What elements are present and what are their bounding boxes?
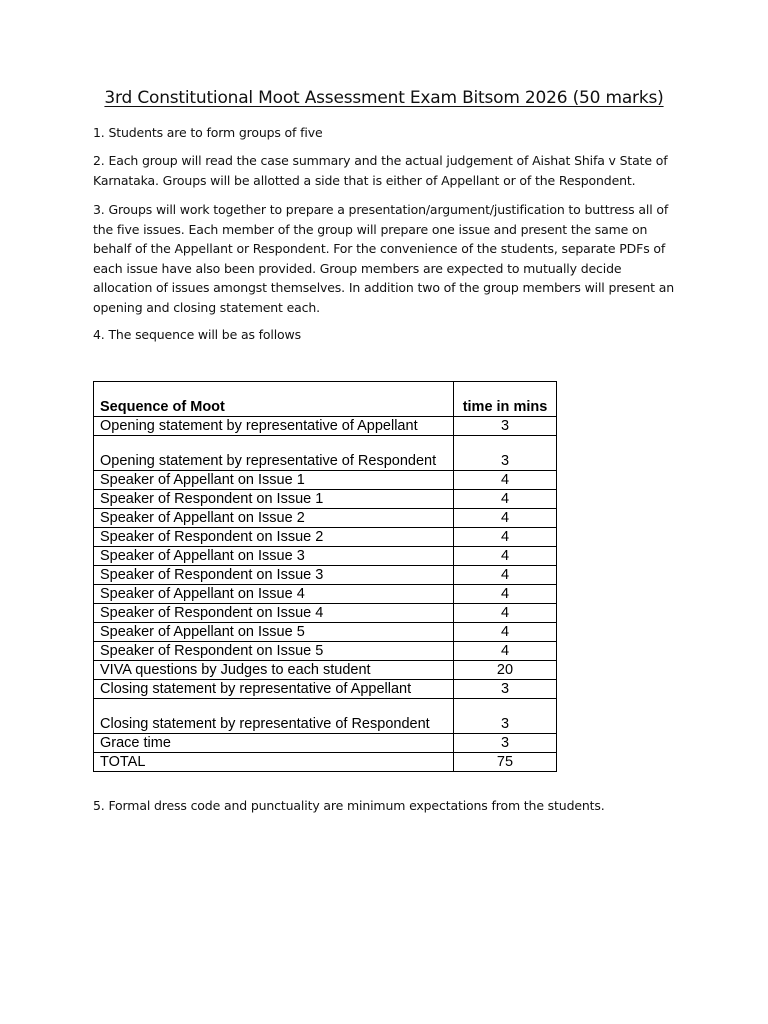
table-row [94, 699, 557, 734]
sequence-cell: Speaker of Appellant on Issue 1 [94, 471, 454, 490]
sequence-cell: Speaker of Respondent on Issue 5 [94, 642, 454, 661]
sequence-cell: VIVA questions by Judges to each student [94, 661, 454, 680]
time-cell: 20 [454, 661, 557, 680]
table-row [94, 528, 557, 547]
time-cell: 4 [454, 528, 557, 547]
time-cell: 4 [454, 566, 557, 585]
moot-sequence-table [93, 381, 557, 772]
time-cell: 3 [454, 436, 557, 471]
sequence-cell: Speaker of Appellant on Issue 4 [94, 585, 454, 604]
time-cell: 4 [454, 471, 557, 490]
sequence-cell: Speaker of Respondent on Issue 1 [94, 490, 454, 509]
table-row [94, 509, 557, 528]
sequence-cell: Speaker of Respondent on Issue 3 [94, 566, 454, 585]
time-cell: 4 [454, 623, 557, 642]
table-row [94, 604, 557, 623]
instruction-paragraph-1: 1. Students are to form groups of five [93, 125, 323, 140]
time-cell: 4 [454, 604, 557, 623]
table-row [94, 566, 557, 585]
table-row [94, 471, 557, 490]
table-row [94, 680, 557, 699]
table-row [94, 734, 557, 753]
sequence-cell: Closing statement by representative of Appellant [94, 680, 454, 699]
table-row [94, 417, 557, 436]
instruction-paragraph-3: 3. Groups will work together to prepare a presentation/argument/justification to buttress all of the five issues. Each member of the group will prepare one issue and present the same on behalf of the Appellant or Respondent. For the convenience of the students, separate PDFs of each issue have also been provided. Group members are expected to mutually decide allocation of issues amongst themselves. In addition two of the group members will present an opening and closing statement each. [93, 202, 675, 315]
table-body [94, 417, 557, 772]
time-cell: 4 [454, 490, 557, 509]
document-title: 3rd Constitutional Moot Assessment Exam Bitsom 2026 (50 marks) [104, 88, 664, 108]
sequence-cell: Closing statement by representative of Respondent [94, 699, 454, 734]
time-cell: 4 [454, 547, 557, 566]
table-row [94, 661, 557, 680]
sequence-column-header: Sequence of Moot [94, 382, 454, 417]
time-cell: 75 [454, 753, 557, 772]
sequence-cell: Opening statement by representative of Appellant [94, 417, 454, 436]
time-cell: 4 [454, 585, 557, 604]
time-cell: 4 [454, 642, 557, 661]
time-column-header: time in mins [454, 382, 557, 417]
sequence-cell: Speaker of Appellant on Issue 2 [94, 509, 454, 528]
sequence-cell: Speaker of Respondent on Issue 2 [94, 528, 454, 547]
sequence-cell: Grace time [94, 734, 454, 753]
sequence-cell: Speaker of Appellant on Issue 5 [94, 623, 454, 642]
time-cell: 3 [454, 417, 557, 436]
sequence-cell: Speaker of Respondent on Issue 4 [94, 604, 454, 623]
sequence-cell: Opening statement by representative of Respondent [94, 436, 454, 471]
table-header-row [94, 382, 557, 417]
time-cell: 3 [454, 699, 557, 734]
sequence-cell: Speaker of Appellant on Issue 3 [94, 547, 454, 566]
sequence-cell: TOTAL [94, 753, 454, 772]
instruction-paragraph-4: 4. The sequence will be as follows [93, 327, 301, 342]
table-row [94, 753, 557, 772]
time-cell: 3 [454, 680, 557, 699]
instruction-paragraph-5: 5. Formal dress code and punctuality are minimum expectations from the students. [93, 798, 605, 813]
table-row [94, 642, 557, 661]
time-cell: 3 [454, 734, 557, 753]
time-cell: 4 [454, 509, 557, 528]
table-row [94, 623, 557, 642]
table-row [94, 547, 557, 566]
table-row [94, 436, 557, 471]
instruction-paragraph-2: 2. Each group will read the case summary and the actual judgement of Aishat Shifa v State of Karnataka. Groups will be allotted a side that is either of Appellant or of the Respondent. [93, 153, 668, 188]
table-row [94, 585, 557, 604]
table-row [94, 490, 557, 509]
